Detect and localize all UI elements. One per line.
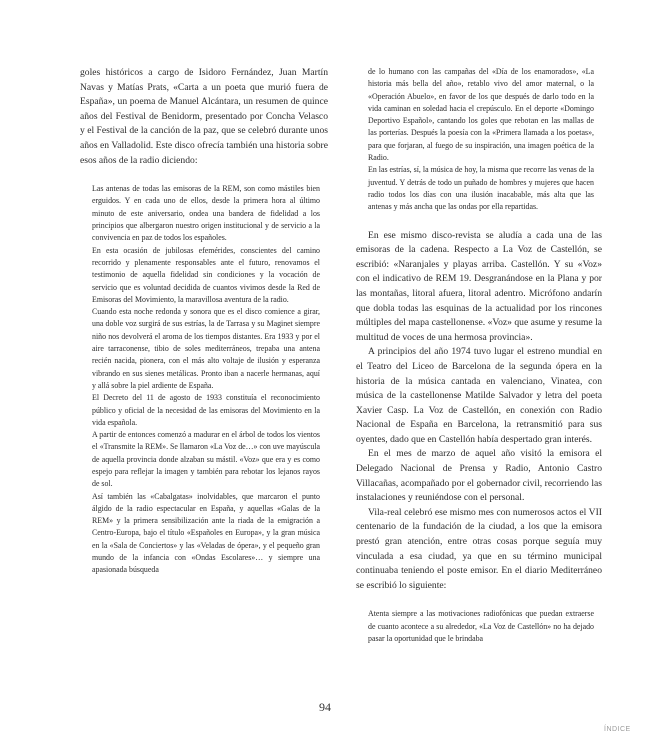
right-column — [356, 66, 602, 645]
index-link[interactable]: ÍNDICE — [604, 726, 631, 733]
quote-paragraph: Atenta siempre a las motivaciones radiofónicas que puedan extraerse de cuanto acontece a su alrededor, «La Voz de Castellón» no ha dejado pasar la oportunidad que le brindaba — [368, 609, 594, 643]
quote-paragraph: Cuando esta noche redonda y sonora que es el disco comience a girar, una doble voz surgirá de sus estrías, la de Tarrasa y su Maginet siempre niño nos devolverá el aroma de los tiempos distantes. Era 1933 y por el aire tarraconense, tibio de soles mediterráneos, trepaba una antena recién nacida, pionera, con el más alto voltaje de ilusión y esperanza vibrando en sus sienes metálicas. Pronto iban a nacerle hermanas, aquí y allá sobre la piel ardiente de España. — [92, 307, 320, 390]
body-paragraph: En el mes de marzo de aquel año visitó la emisora el Delegado Nacional de Prensa y Radio, Antonio Castro Villacañas, acompañado por el gobernador civil, recorriendo las instalaciones y reuniéndose con el personal. — [356, 448, 602, 504]
body-paragraph: En ese mismo disco-revista se aludía a cada una de las emisoras de la cadena. Respecto a La Voz de Castellón, se escribió: «Naranjales y playas arriba. Castellón. Y su «Voz» con el indicativo de REM 19. Desgranándose en la Plana y por las montañas, litoral afuera, litoral adentro. Micrófono andarín que dobla todas las esquinas de la actualidad por los rincones múltiples del mapa castellonense. «Voz» que asume y resume la multitud de voces de una hermosa provincia». — [356, 229, 602, 343]
quote-paragraph: Así también las «Cabalgatas» inolvidables, que marcaron el punto álgido de la radio espectacular en España, y aquellas «Galas de la REM» y la primera sensibilización ante la riada de la emigración a Centro-Europa, bajo el título «Españoles en Europa», y la gran música en la «Sala de Conciertos» y las «Veladas de ópera», y el pequeño gran mundo de la infancia con «Ondas Escolares»… y siempre una apasionada búsqueda — [92, 491, 320, 575]
quote-paragraph: El Decreto del 11 de agosto de 1933 constituía el reconocimiento público y oficial de la necesidad de las emisoras del Movimiento en la vida española. — [92, 393, 320, 427]
body-paragraph: goles históricos a cargo de Isidoro Fernández, Juan Martín Navas y Matías Prats, «Carta a un poeta que murió fuera de España», un poema de Manuel Alcántara, un resumen de quince años del Festival de Benidorm, presentado por Concha Velasco y el Festival de la canción de la paz, que se celebró durante unos años en Valladolid. Este disco ofrecía también una historia sobre esos años de la radio diciendo: — [80, 67, 328, 166]
quote-paragraph: En esta ocasión de jubilosas efemérides, conscientes del camino recorrido y plenamente responsables ante el futuro, renovamos el testimonio de aquella fidelidad sin condiciones y la vocación de servicio que es voluntad decidida de cuantos vivimos desde la Red de Emisoras del Movimiento, la maravillosa aventura de la radio. — [92, 245, 320, 304]
left-column — [80, 66, 328, 577]
quote-paragraph: de lo humano con las campañas del «Día de los enamorados», «La historia más bella del año», retablo vivo del amor maternal, o la «Operación Abuelo», en favor de los que después de darlo todo en la vida caminan en soledad hacia el crepúsculo. En el deporte «Domingo Deportivo Español», cantando los goles que rebotan en las mallas de las porterías. Después la poesía con la «Primera llamada a los poetas», para que forjaran, al fuego de su inspiración, una imagen poética de la Radio. — [368, 67, 594, 163]
page-number: 94 — [319, 700, 331, 714]
block-quote — [356, 608, 602, 645]
body-paragraph: Vila-real celebró ese mismo mes con numerosos actos el VII centenario de la fundación de la ciudad, a los que la emisora prestó gran atención, entre otras cosas porque seguía muy vinculada a esa ciudad, ya que en su término municipal continuaba teniendo el poste emisor. En el diario Mediterráneo se escribió lo siguiente: — [356, 506, 602, 591]
quote-paragraph: Las antenas de todas las emisoras de la REM, son como mástiles bien erguidos. Y en cada uno de ellos, desde la primera hora al último minuto de este aniversario, ondea una bandera de fidelidad a los principios que albergaron nuestro origen institucional y de servicio a la convivencia en paz de todos los españoles. — [92, 184, 320, 243]
block-quote — [80, 183, 328, 577]
body-paragraph: A principios del año 1974 tuvo lugar el estreno mundial en el Teatro del Liceo de Barcelona de la segunda ópera en la historia de la música cantada en valenciano, Vinatea, con música de la castellonense Matilde Salvador y letra del poeta Xavier Casp. La Voz de Castellón, en conexión con Radio Nacional de España en Barcelona, la retransmitió para sus oyentes, dado que en Castellón había despertado gran interés. — [356, 346, 602, 445]
block-quote — [356, 66, 602, 214]
quote-paragraph: A partir de entonces comenzó a madurar en el árbol de todos los vientos el «Transmite la REM». Se llamaron «La Voz de…» con uve mayúscula de aquella provincia donde alzaban su mástil. «Voz» que era y es como espejo para reflejar la imagen y también para rebotar los lejanos rayos de sol. — [92, 430, 320, 489]
quote-paragraph: En las estrías, sí, la música de hoy, la misma que recorre las venas de la juventud. Y detrás de todo un puñado de hombres y mujeres que hacen radio todos los días con una ilusión inacabable, más alta que las antenas y más ancha que las ondas por ella repartidas. — [368, 165, 594, 212]
